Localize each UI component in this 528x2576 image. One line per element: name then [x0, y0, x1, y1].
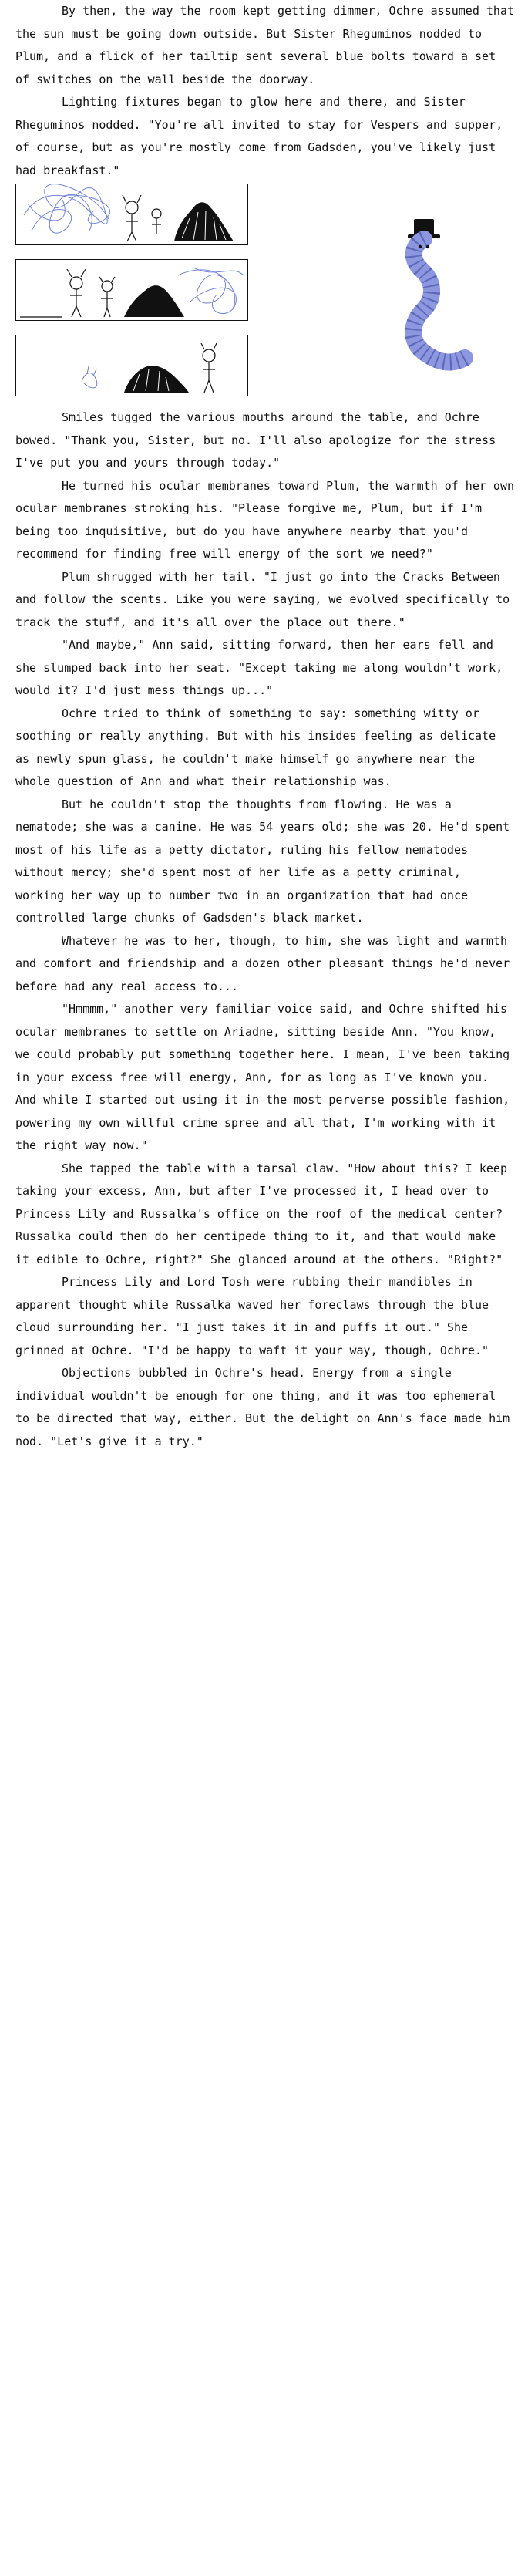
paragraph: Objections bubbled in Ochre's head. Energy from a single individual wouldn't be enough for one thing, and it was too ephemeral to be directed that way, either. But the delight on Ann's face made him nod. "Let's give it a try." — [15, 1366, 510, 1448]
illustration-row — [15, 184, 515, 403]
paragraph: Lighting fixtures began to glow here and there, and Sister Rheguminos nodded. "You're all invited to stay for Vespers and supper, of course, but as you're mostly come from Gadsden, you've likely just had breakfast." — [15, 95, 503, 177]
comic-panel-cloud-icon — [16, 335, 247, 396]
comic-panel-figures-icon — [16, 260, 247, 320]
paragraph: "And maybe," Ann said, sitting forward, then her ears fell and she slumped back into her seat. "Except taking me along wouldn't work, would it? I'd just mess things up..." — [15, 638, 503, 697]
paragraph: He turned his ocular membranes toward Plum, the warmth of her own ocular membranes stroking his. "Please forgive me, Plum, but if I'm being too inquisitive, but do you have anywhere nearby that you'd recommend for finding free will energy of the sort we need?" — [15, 478, 514, 561]
comic-panel-3 — [15, 335, 248, 396]
paragraph: Ochre tried to think of something to say: something witty or soothing or really anything. But with his insides feeling as delicate as newly spun glass, he couldn't make himself go anywhere near the whole question of Ann and what their relationship was. — [15, 706, 496, 788]
story-column — [15, 0, 515, 1453]
paragraph: "Hmmmm," another very familiar voice said, and Ochre shifted his ocular membranes to settle on Ariadne, sitting beside Ann. "You know, we could probably put something together here. I mean, I've been taking in your excess free will energy, Ann, for as long as I've known you. And while I started out using it in the most perverse possible fashion, powering my own willful crime spree and all that, I'm working with it the right way now." — [15, 1002, 510, 1152]
paragraph: She tapped the table with a tarsal claw. "How about this? I keep taking your excess, Ann, but after I've processed it, I head over to Princess Lily and Russalka's office on the roof of the medical center? Russalka could then do her centipede thing to it, and that would make it edible to Ochre, right?" She glanced around at the others. "Right?" — [15, 1161, 507, 1266]
nematode-drawing — [366, 214, 482, 384]
paragraph: Plum shrugged with her tail. "I just go into the Cracks Between and follow the scents. Like you were saying, we evolved specifically to track the stuff, and it's all over the place out there." — [15, 569, 510, 629]
comic-panel-1 — [15, 184, 248, 245]
paragraph: Smiles tugged the various mouths around the table, and Ochre bowed. "Thank you, Sister, but no. I'll also apologize for the stress I've put you and yours through today." — [15, 410, 496, 470]
paragraph: By then, the way the room kept getting dimmer, Ochre assumed that the sun must be going down outside. But Sister Rheguminos nodded to Plum, and a flick of her tailtip sent several blue bolts toward a set of switches on the wall beside the doorway. — [15, 4, 514, 86]
paragraph: But he couldn't stop the thoughts from flowing. He was a nematode; she was a canine. He was 54 years old; she was 20. He'd spent most of his life as a petty dictator, ruling his fellow nematodes without mercy; she'd spent most of her life as a petty criminal, working her way up to number two in an organization that had once controlled large chunks of Gadsden's black market. — [15, 797, 510, 925]
paragraph: Princess Lily and Lord Tosh were rubbing their mandibles in apparent thought while Russalka waved her foreclaws through the blue cloud surrounding her. "I just takes it in and puffs it out." She grinned at Ochre. "I'd be happy to waft it your way, though, Ochre." — [15, 1275, 489, 1357]
comic-panel-2 — [15, 259, 248, 321]
comic-panel-scribble-icon — [16, 184, 247, 244]
nematode-top-hat-icon — [366, 214, 482, 384]
paragraph: Whatever he was to her, though, to him, she was light and warmth and comfort and friendship and a dozen other pleasant things he'd never before had any real access to... — [15, 933, 510, 993]
